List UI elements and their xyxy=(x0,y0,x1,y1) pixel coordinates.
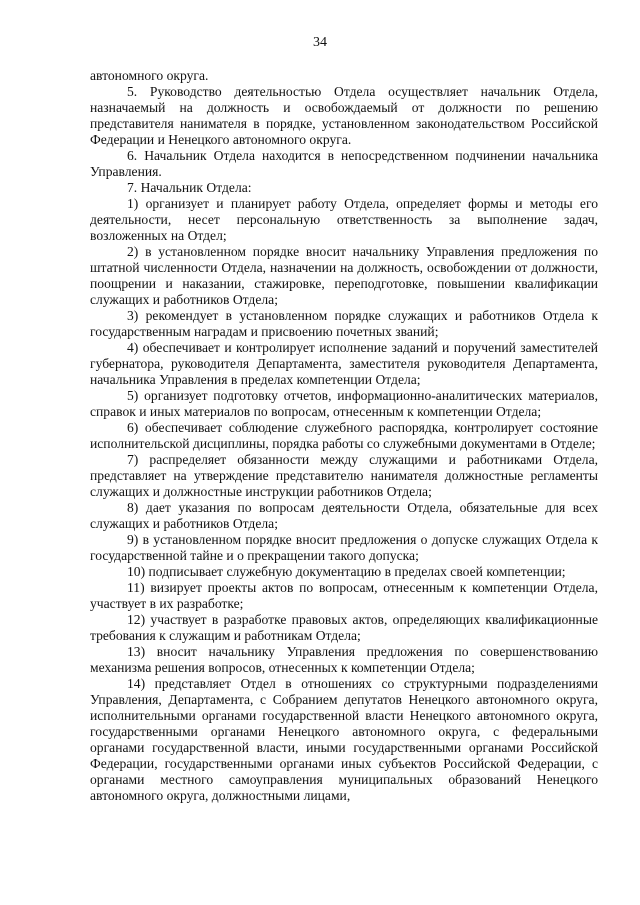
list-item-4: 4) обеспечивает и контролирует исполнение заданий и поручений заместителей губернатора, руководителя Департамента, заместителя руководителя Департамента, начальника Управления в пределах компетенции Отдела; xyxy=(90,340,598,387)
list-item-5: 5) организует подготовку отчетов, информационно-аналитических материалов, справок и иных материалов по вопросам, отнесенным к компетенции Отдела; xyxy=(90,388,598,419)
paragraph-item-5: 5. Руководство деятельностью Отдела осуществляет начальник Отдела, назначаемый на должность и освобождаемый от должности по решению представителя нанимателя в порядке, установленном законодательством Российской Федерации и Ненецкого автономного округа. xyxy=(90,84,598,147)
list-item-10: 10) подписывает служебную документацию в пределах своей компетенции; xyxy=(127,564,566,579)
list-item-14: 14) представляет Отдел в отношениях со структурными подразделениями Управления, Департамента, с Собранием депутатов Ненецкого автономного округа, исполнительными органами государственной власти Ненецкого автономного округа, государственными органами Ненецкого автономного округа, с федеральными органами государственной власти, иными государственными органами Российской Федерации, государственными органами иных субъектов Российской Федерации, с органами местного самоуправления муниципальных образований Ненецкого автономного округа, должностными лицами, xyxy=(90,676,598,803)
list-item-11: 11) визирует проекты актов по вопросам, отнесенным к компетенции Отдела, участвует в их разработке; xyxy=(90,580,598,611)
list-item-9: 9) в установленном порядке вносит предложения о допуске служащих Отдела к государственной тайне и о прекращении такого допуска; xyxy=(90,532,598,563)
list-item-6: 6) обеспечивает соблюдение служебного распорядка, контролирует состояние исполнительской дисциплины, порядка работы со служебными документами в Отделе; xyxy=(90,420,598,451)
list-item-7: 7) распределяет обязанности между служащими и работниками Отдела, представляет на утверждение представителю нанимателя должностные регламенты служащих и должностные инструкции работников Отдела; xyxy=(90,452,598,499)
paragraph-item-6: 6. Начальник Отдела находится в непосредственном подчинении начальника Управления. xyxy=(90,148,598,179)
list-item-1: 1) организует и планирует работу Отдела, определяет формы и методы его деятельности, несет персональную ответственность за выполнение задач, возложенных на Отдел; xyxy=(90,196,598,243)
list-item-13: 13) вносит начальнику Управления предложения по совершенствованию механизма решения вопросов, отнесенных к компетенции Отдела; xyxy=(90,644,598,675)
list-item-3: 3) рекомендует в установленном порядке служащих и работников Отдела к государственным наградам и присвоению почетных званий; xyxy=(90,308,598,339)
list-item-12: 12) участвует в разработке правовых актов, определяющих квалификационные требования к служащим и работникам Отдела; xyxy=(90,612,598,643)
body-text xyxy=(90,68,598,804)
list-item-2: 2) в установленном порядке вносит начальнику Управления предложения по штатной численности Отдела, назначении на должность, освобождении от должности, поощрении и наказании, стажировке, переподготовке, повышении квалификации служащих и работников Отдела; xyxy=(90,244,598,307)
list-item-8: 8) дает указания по вопросам деятельности Отдела, обязательные для всех служащих и работников Отдела; xyxy=(90,500,598,531)
paragraph-item-7-heading: 7. Начальник Отдела: xyxy=(127,180,252,195)
page-number: 34 xyxy=(313,35,327,50)
paragraph-continuation: автономного округа. xyxy=(90,68,209,83)
